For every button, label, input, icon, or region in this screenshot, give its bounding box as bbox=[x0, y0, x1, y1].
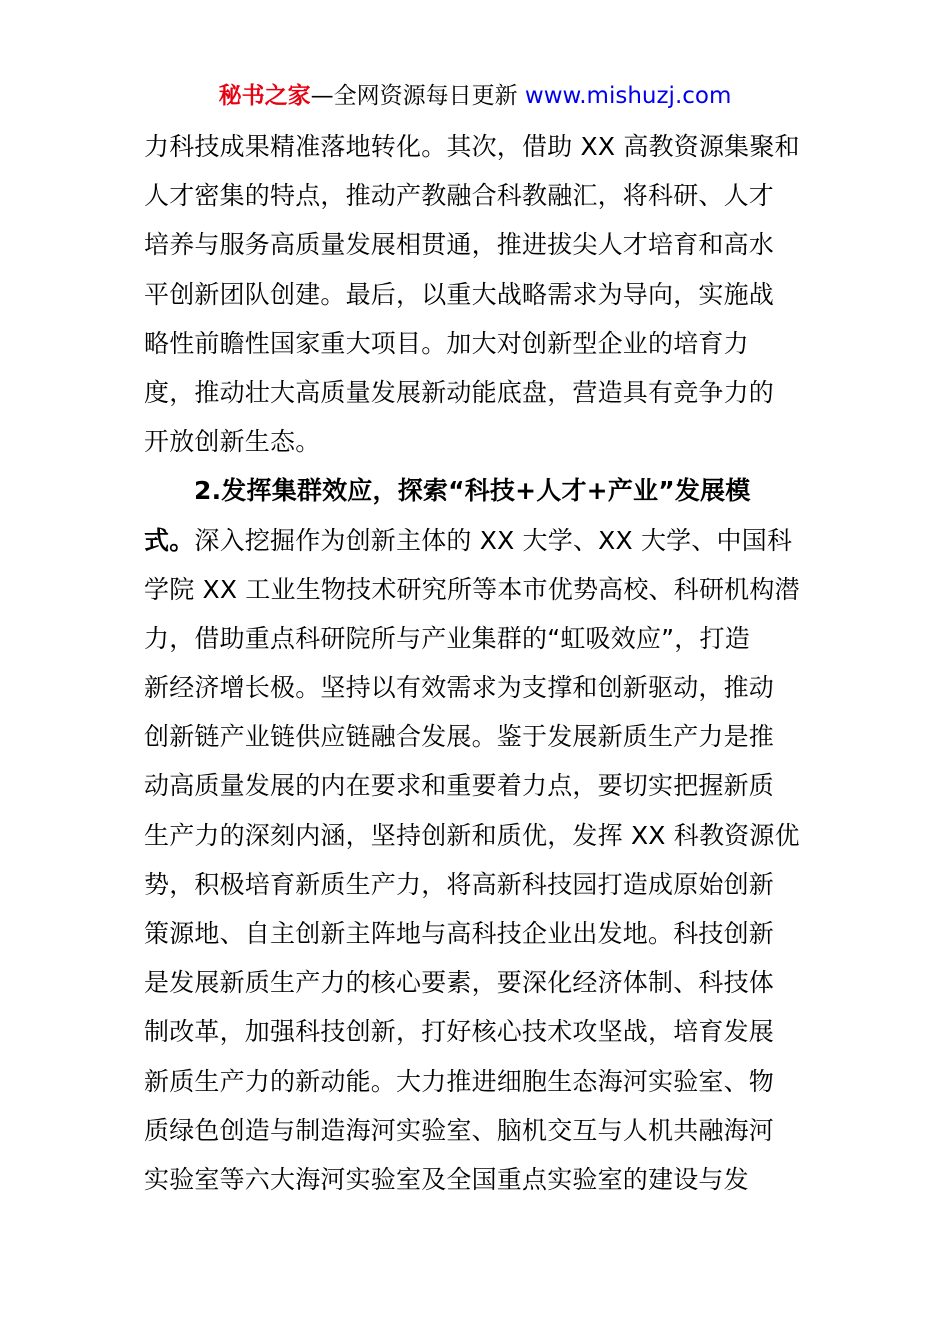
text-line: 略性前瞻性国家重大项目。加大对创新型企业的培育力 bbox=[144, 328, 749, 358]
text-line: 度，推动壮大高质量发展新动能底盘，营造具有竞争力的 bbox=[144, 377, 775, 407]
text-line: 策源地、自主创新主阵地与高科技企业出发地。科技创新 bbox=[144, 919, 775, 948]
text-line: 创新链产业链供应链融合发展。鉴于发展新质生产力是推 bbox=[144, 722, 775, 752]
text-line: 动高质量发展的内在要求和重要着力点，要切实把握新质 bbox=[144, 771, 775, 801]
site-url[interactable]: www.mishuzj.com bbox=[524, 83, 732, 109]
text-line bbox=[144, 516, 814, 565]
paragraph-2 bbox=[144, 466, 814, 1204]
text-line: 人才密集的特点，推动产教融合科教融汇，将科研、人才 bbox=[144, 181, 775, 211]
text-line: 新经济增长极。坚持以有效需求为支撑和创新驱动，推动 bbox=[144, 673, 775, 703]
text-line: 质绿色创造与制造海河实验室、脑机交互与人机共融海河 bbox=[144, 1115, 775, 1145]
text-line: 势，积极培育新质生产力，将高新科技园打造成原始创新 bbox=[144, 869, 775, 899]
text-line: 开放创新生态。 bbox=[144, 427, 321, 457]
document-body bbox=[144, 122, 814, 1204]
section-heading: 2.发挥集群效应，探索“科技+人才+产业”发展模 bbox=[194, 476, 751, 506]
page-header bbox=[0, 80, 950, 112]
text-line: 实验室等六大海河实验室及全国重点实验室的建设与发 bbox=[144, 1164, 749, 1194]
text-line: 是发展新质生产力的核心要素，要深化经济体制、科技体 bbox=[144, 968, 775, 998]
text-line: 平创新团队创建。最后，以重大战略需求为导向，实施战 bbox=[144, 279, 775, 309]
text-line: 培养与服务高质量发展相贯通，推进拔尖人才培育和高水 bbox=[144, 230, 775, 260]
text-line: 生产力的深刻内涵，坚持创新和质优，发挥 XX 科教资源优 bbox=[144, 820, 800, 850]
text-line: 新质生产力的新动能。大力推进细胞生态海河实验室、物 bbox=[144, 1066, 775, 1096]
text-line: 学院 XX 工业生物技术研究所等本市优势高校、科研机构潜 bbox=[144, 574, 800, 604]
text-line: 力，借助重点科研院所与产业集群的“虹吸效应”，打造 bbox=[144, 623, 750, 653]
text-span: 深入挖掘作为创新主体的 XX 大学、XX 大学、中国科 bbox=[194, 525, 793, 555]
paragraph-1 bbox=[144, 122, 814, 466]
text-line: 力科技成果精准落地转化。其次，借助 XX 高教资源集聚和 bbox=[144, 132, 800, 161]
section-heading-end: 式。 bbox=[144, 525, 195, 555]
brand-name: 秘书之家 bbox=[218, 83, 311, 109]
text-line: 制改革，加强科技创新，打好核心技术攻坚战，培育发展 bbox=[144, 1017, 775, 1047]
header-tagline: —全网资源每日更新 bbox=[310, 83, 525, 109]
